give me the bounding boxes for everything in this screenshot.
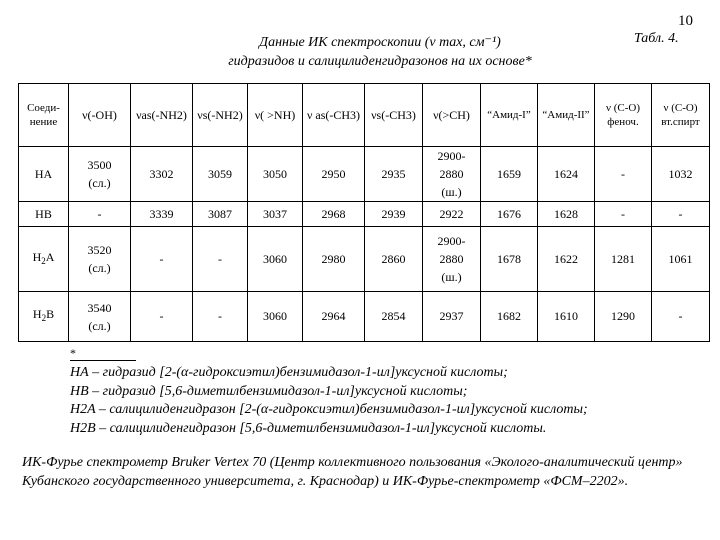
cell-v-ch3-s: 2935 — [365, 147, 423, 202]
cell-note: (сл.) — [88, 318, 111, 333]
ir-data-table — [18, 83, 710, 342]
compound-h2b-suffix: B — [46, 307, 55, 321]
header-v-ch3-as: ν as(-CH3) — [303, 84, 365, 147]
header-v-oh: ν(-OH) — [69, 84, 131, 147]
footnote-ha: НА – гидразид [2-(α-гидроксиэтил)бензимидазол-1-ил]уксусной кислоты; — [70, 365, 508, 380]
cell-v-oh — [69, 227, 131, 292]
table-row — [19, 202, 710, 227]
cell-co-phenol: - — [595, 202, 652, 227]
footnote-hb: НВ – гидразид [5,6-диметилбензимидазол-1-ил]уксусной кислоты; — [70, 383, 468, 399]
cell-v-nh2-as: 3339 — [131, 202, 193, 227]
header-co-alcohol: ν (C-O) вт.спирт — [652, 84, 710, 147]
cell-v-ch — [423, 227, 481, 292]
table-row — [19, 227, 710, 292]
cell-v-ch — [423, 147, 481, 202]
cell-v-oh — [69, 147, 131, 202]
cell-co-phenol: - — [595, 147, 652, 202]
cell-v-nh: 3037 — [248, 202, 303, 227]
cell-co-alcohol: - — [652, 292, 710, 342]
cell-value: 3540 — [87, 300, 112, 315]
cell-co-alcohol: 1032 — [652, 147, 710, 202]
cell-v-nh2-s: - — [193, 227, 248, 292]
header-compound: Соеди-нение — [19, 84, 69, 147]
equipment-note: ИК-Фурье спектрометр Bruker Vertex 70 (Центр коллективного пользования «Эколого-аналитический центр» Кубанского государственного университета, г. Краснодар) и ИК-Фурье-спектрометр «ФСМ–2202». — [22, 455, 683, 489]
cell-note: (ш.) — [441, 185, 462, 199]
table-title — [150, 33, 610, 71]
cell-v-ch3-as: 2980 — [303, 227, 365, 292]
header-v-ch: ν(>CH) — [423, 84, 481, 147]
cell-compound — [19, 292, 69, 342]
cell-v-nh: 3060 — [248, 227, 303, 292]
cell-value: 2880 — [439, 167, 464, 181]
cell-amide-2: 1624 — [538, 147, 595, 202]
cell-v-oh — [69, 292, 131, 342]
cell-v-nh2-as: 3302 — [131, 147, 193, 202]
cell-co-phenol: 1290 — [595, 292, 652, 342]
cell-v-ch3-s: 2939 — [365, 202, 423, 227]
header-v-nh2-s: νs(-NH2) — [193, 84, 248, 147]
header-co-phenol: ν (C-O) феноч. — [595, 84, 652, 147]
footnote-marker: * — [70, 346, 136, 361]
page-number: 10 — [678, 13, 693, 29]
title-line-1: Данные ИК спектроскопии (ν max, см⁻¹) — [259, 35, 501, 50]
cell-co-phenol: 1281 — [595, 227, 652, 292]
cell-v-ch: 2922 — [423, 202, 481, 227]
cell-value: 2900- — [437, 149, 466, 163]
cell-v-oh: - — [69, 202, 131, 227]
cell-compound: НВ — [19, 202, 69, 227]
cell-v-nh: 3060 — [248, 292, 303, 342]
cell-v-nh: 3050 — [248, 147, 303, 202]
cell-v-ch3-as: 2964 — [303, 292, 365, 342]
compound-h2b-prefix: H — [32, 307, 42, 321]
cell-amide-1: 1678 — [481, 227, 538, 292]
cell-v-ch: 2937 — [423, 292, 481, 342]
cell-amide-1: 1676 — [481, 202, 538, 227]
cell-value: 2880 — [439, 252, 464, 266]
cell-co-alcohol: - — [652, 202, 710, 227]
cell-v-nh2-s: - — [193, 292, 248, 342]
table-label: Табл. 4. — [634, 31, 679, 46]
cell-amide-2: 1628 — [538, 202, 595, 227]
subscript: 2 — [41, 313, 47, 323]
table-row — [19, 147, 710, 202]
subscript: 2 — [41, 255, 46, 266]
compound-h2a-prefix: H — [32, 249, 42, 264]
cell-v-ch3-as: 2968 — [303, 202, 365, 227]
cell-v-nh2-as: - — [131, 292, 193, 342]
footnote-h2a: H2A – салицилиденгидразон [2-(α-гидроксиэтил)бензимидазол-1-ил]уксусной кислоты; — [70, 402, 588, 417]
header-amide-1: “Амид-I” — [481, 84, 538, 147]
table-row — [19, 292, 710, 342]
cell-v-nh2-as: - — [131, 227, 193, 292]
title-line-2: гидразидов и салицилиденгидразонов на их основе* — [228, 54, 532, 69]
compound-h2a-suffix: A — [45, 249, 55, 264]
cell-note: (сл.) — [88, 176, 111, 190]
cell-note: (ш.) — [441, 270, 462, 284]
cell-v-nh2-s: 3087 — [193, 202, 248, 227]
cell-compound — [19, 227, 69, 292]
cell-v-ch3-as: 2950 — [303, 147, 365, 202]
footnotes — [70, 346, 588, 438]
cell-v-ch3-s: 2860 — [365, 227, 423, 292]
header-v-ch3-s: νs(-CH3) — [365, 84, 423, 147]
header-v-nh: ν( >NH) — [248, 84, 303, 147]
cell-amide-2: 1622 — [538, 227, 595, 292]
header-amide-2: “Амид-II” — [538, 84, 595, 147]
table-header-row — [19, 84, 710, 147]
cell-value: 2900- — [437, 234, 466, 248]
cell-amide-1: 1682 — [481, 292, 538, 342]
cell-value: 3500 — [87, 158, 112, 172]
cell-compound: НА — [19, 147, 69, 202]
cell-co-alcohol: 1061 — [652, 227, 710, 292]
footnote-h2b: H2B – салицилиденгидразон [5,6-диметилбензимидазол-1-ил]уксусной кислоты. — [70, 420, 547, 436]
cell-v-nh2-s: 3059 — [193, 147, 248, 202]
cell-amide-2: 1610 — [538, 292, 595, 342]
cell-v-ch3-s: 2854 — [365, 292, 423, 342]
cell-amide-1: 1659 — [481, 147, 538, 202]
header-v-nh2-as: νas(-NH2) — [131, 84, 193, 147]
cell-note: (сл.) — [88, 261, 111, 275]
cell-value: 3520 — [87, 243, 112, 257]
